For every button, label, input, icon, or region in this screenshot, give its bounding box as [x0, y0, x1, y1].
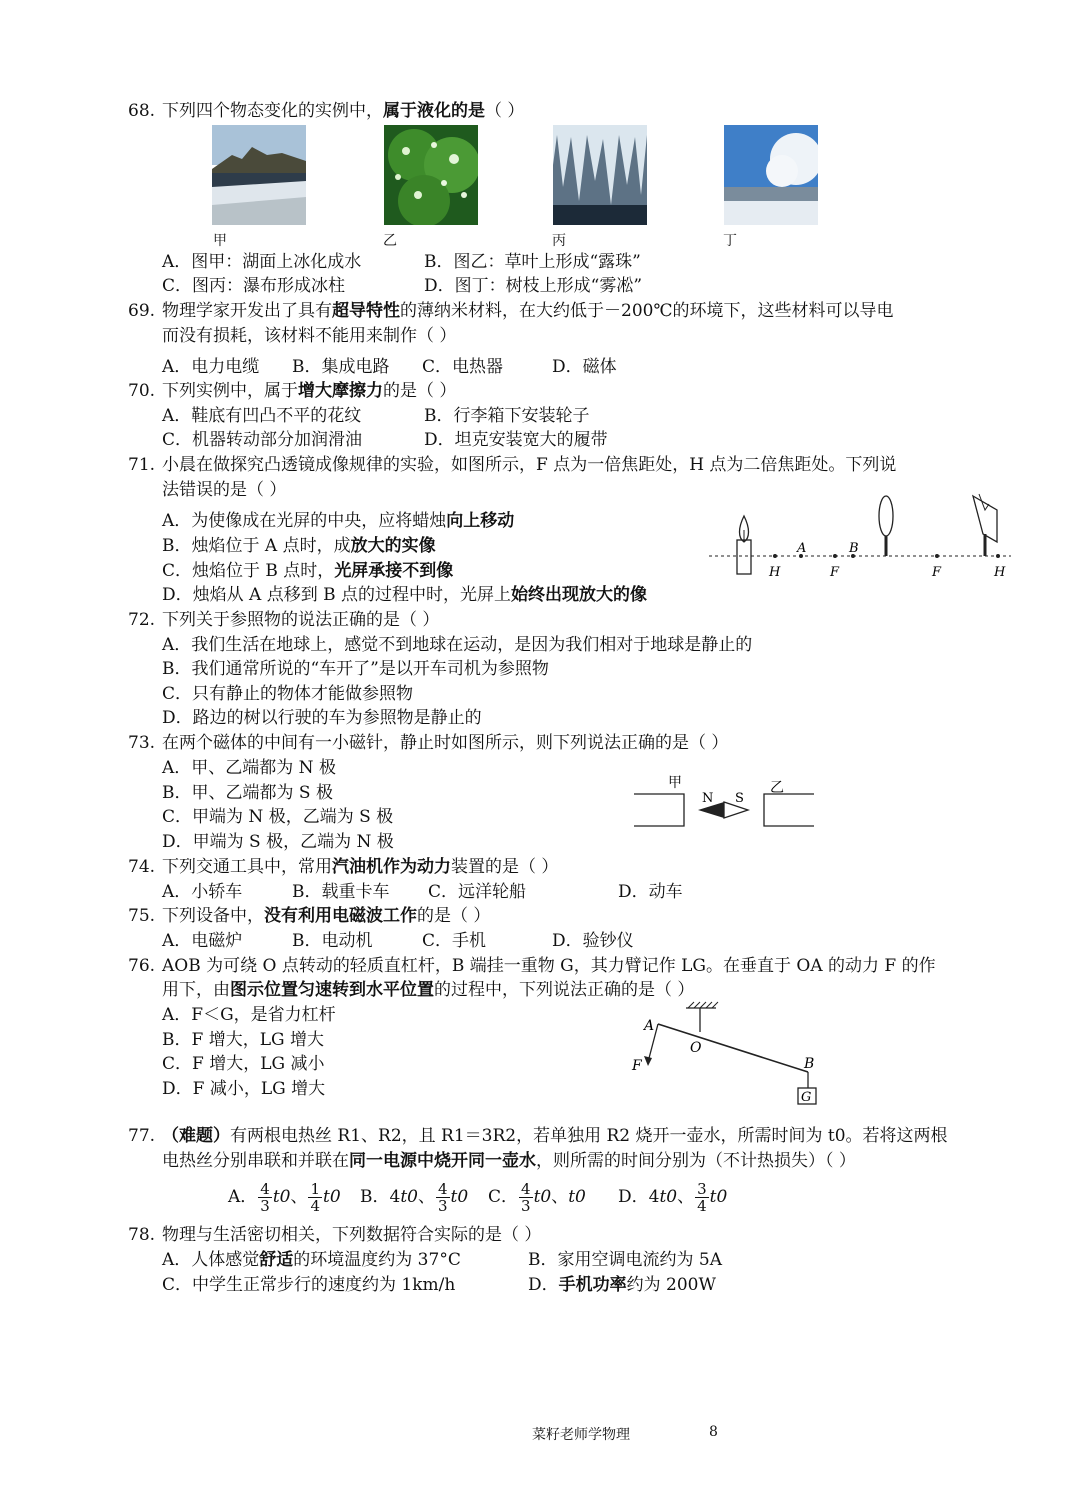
q75-option-b: B．电动机: [292, 931, 373, 951]
q75-option-a: A．电磁炉: [162, 931, 243, 951]
photo-jia-lake-ice: [212, 125, 306, 225]
svg-text:N: N: [702, 791, 714, 806]
q77-option-a: A． $\frac{4}{3}$ t0、 $\frac{1}{4}$ t0: [228, 1180, 341, 1215]
q73-option-a: A．甲、乙端都为 N 极: [162, 758, 336, 778]
footer-source: 菜籽老师学物理: [532, 1427, 630, 1443]
svg-text:A: A: [797, 541, 807, 556]
svg-text:H: H: [769, 565, 781, 580]
q76-stem: 76. AOB 为可绕 O 点转动的轻质直杠杆，B 端挂一重物 G，其力臂记作 LG。在垂直于 OA 的动力 F 的作: [128, 956, 936, 976]
q70-stem: 70. 下列实例中，属于增大摩擦力的是（ ）: [128, 381, 457, 401]
q68-stem: 68. 下列四个物态变化的实例中，属于液化的是（ ）: [128, 101, 525, 121]
force-arrow-icon: [644, 1056, 652, 1066]
lever-bar: [658, 1024, 808, 1072]
q68-option-a: A．图甲：湖面上冰化成水: [162, 252, 362, 272]
photo-ding-rime-trees: [724, 125, 818, 225]
q69-stem: 69. 物理学家开发出了具有超导特性的薄纳米材料，在大约低于－200℃的环境下，这些材料可以导电: [128, 301, 894, 321]
svg-text:O: O: [690, 1040, 702, 1056]
q69-option-b: B．集成电路: [292, 357, 390, 377]
q72-option-d: D．路边的树以行驶的车为参照物是静止的: [162, 708, 482, 728]
q71-option-a: A．为使像成在光屏的中央，应将蜡烛向上移动: [162, 511, 515, 531]
q70-option-d: D．坦克安装宽大的履带: [424, 430, 608, 450]
q78-option-c: C．中学生正常步行的速度约为 1km/h: [162, 1275, 456, 1295]
q75-stem: 75. 下列设备中，没有利用电磁波工作的是（ ）: [128, 906, 491, 926]
q68-option-d: D．图丁：树枝上形成“雾凇”: [424, 276, 643, 296]
q77-option-d: D．4t0、 $\frac{3}{4}$ t0: [618, 1180, 728, 1215]
q71-stem: 71. 小晨在做探究凸透镜成像规律的实验，如图所示，F 点为一倍焦距处，H 点为二倍焦距处。下列说: [128, 455, 897, 475]
q69-stem-line2: 而没有损耗，该材料不能用来制作（ ）: [162, 326, 457, 346]
q76-stem-line2: 用下，由图示位置匀速转到水平位置的过程中，下列说法正确的是（ ）: [162, 980, 695, 1000]
q73-stem: 73. 在两个磁体的中间有一小磁针，静止时如图所示，则下列说法正确的是（ ）: [128, 733, 729, 753]
q77-option-c: C． $\frac{4}{3}$ t0、t0: [488, 1180, 586, 1215]
q73-option-b: B．甲、乙端都为 S 极: [162, 783, 333, 803]
q73-option-c: C．甲端为 N 极，乙端为 S 极: [162, 807, 394, 827]
q71-option-b: B．烛焰位于 A 点时，成放大的实像: [162, 536, 436, 556]
svg-text:H: H: [994, 565, 1006, 580]
caption-yi: 乙: [383, 233, 397, 249]
q76-lever-diagram: [628, 1000, 828, 1108]
q71-lens-bench-diagram: [705, 490, 1015, 585]
q70-option-a: A．鞋底有凹凸不平的花纹: [162, 406, 362, 426]
photo-yi-dew-on-leaves: [384, 125, 478, 225]
q70-option-c: C．机器转动部分加润滑油: [162, 430, 363, 450]
q78-stem: 78. 物理与生活密切相关，下列数据符合实际的是（ ）: [128, 1225, 542, 1245]
q77-stem-line2: 电热丝分别串联和并联在同一电源中烧开同一壶水，则所需的时间分别为（不计热损失）（ ）: [162, 1151, 856, 1171]
svg-text:S: S: [735, 791, 744, 806]
q68-option-c: C．图丙：瀑布形成冰柱: [162, 276, 346, 296]
q70-option-b: B．行李箱下安装轮子: [424, 406, 590, 426]
q78-option-b: B．家用空调电流约为 5A: [528, 1250, 722, 1270]
q77-stem: 77. （难题）有两根电热丝 R1、R2，且 R1＝3R2，若单独用 R2 烧开一壶水，所需时间为 t0。若将这两根: [128, 1126, 948, 1146]
svg-text:G: G: [801, 1090, 812, 1105]
magnet-right-icon: [764, 794, 814, 826]
q76-option-c: C．F 增大，LG 减小: [162, 1054, 325, 1074]
q74-option-b: B．载重卡车: [292, 882, 390, 902]
q77-option-b: B．4t0、 $\frac{4}{3}$ t0: [360, 1180, 469, 1215]
svg-text:B: B: [849, 541, 859, 556]
convex-lens-icon: [879, 496, 893, 536]
q69-option-c: C．电热器: [422, 357, 504, 377]
q73-option-d: D．甲端为 S 极，乙端为 N 极: [162, 832, 394, 852]
q71-option-c: C．烛焰位于 B 点时，光屏承接不到像: [162, 561, 454, 581]
q72-stem: 72. 下列关于参照物的说法正确的是（ ）: [128, 610, 440, 630]
q69-option-a: A．电力电缆: [162, 357, 260, 377]
q76-option-a: A．F＜G，是省力杠杆: [162, 1005, 336, 1025]
candle-icon: [737, 540, 751, 574]
svg-text:F: F: [632, 1058, 642, 1074]
q78-option-d: D．手机功率约为 200W: [528, 1275, 716, 1295]
q68-option-b: B．图乙：草叶上形成“露珠”: [424, 252, 641, 272]
q71-stem-line2: 法错误的是（ ）: [162, 480, 287, 500]
svg-text:F: F: [830, 565, 840, 580]
caption-bing: 丙: [552, 233, 566, 249]
q74-option-c: C．远洋轮船: [428, 882, 527, 902]
q75-option-c: C．手机: [422, 931, 487, 951]
q75-option-d: D．验钞仪: [552, 931, 634, 951]
q73-magnet-diagram: [630, 772, 820, 832]
q72-option-b: B．我们通常所说的“车开了”是以开车司机为参照物: [162, 659, 549, 679]
photo-bing-icicles: [553, 125, 647, 225]
q78-option-a: A．人体感觉舒适的环境温度约为 37°C: [162, 1250, 461, 1270]
q76-option-b: B．F 增大，LG 增大: [162, 1030, 324, 1050]
q72-option-a: A．我们生活在地球上，感觉不到地球在运动，是因为我们相对于地球是静止的: [162, 635, 753, 655]
magnet-left-icon: [634, 794, 684, 826]
svg-text:B: B: [804, 1056, 815, 1072]
question-number: 68.: [128, 101, 156, 121]
svg-text:F: F: [932, 565, 942, 580]
svg-text:甲: 甲: [668, 775, 682, 791]
q74-option-d: D．动车: [618, 882, 683, 902]
svg-text:A: A: [644, 1018, 655, 1034]
svg-text:乙: 乙: [770, 780, 784, 796]
q69-option-d: D．磁体: [552, 357, 617, 377]
q72-option-c: C．只有静止的物体才能做参照物: [162, 684, 414, 704]
q74-option-a: A．小轿车: [162, 882, 243, 902]
caption-ding: 丁: [723, 233, 737, 249]
caption-jia: 甲: [213, 233, 227, 249]
q74-stem: 74. 下列交通工具中，常用汽油机作为动力装置的是（ ）: [128, 857, 559, 877]
q76-option-d: D．F 减小，LG 增大: [162, 1079, 326, 1099]
q71-option-d: D．烛焰从 A 点移到 B 点的过程中时，光屏上始终出现放大的像: [162, 585, 648, 605]
page-number: 8: [709, 1424, 718, 1440]
